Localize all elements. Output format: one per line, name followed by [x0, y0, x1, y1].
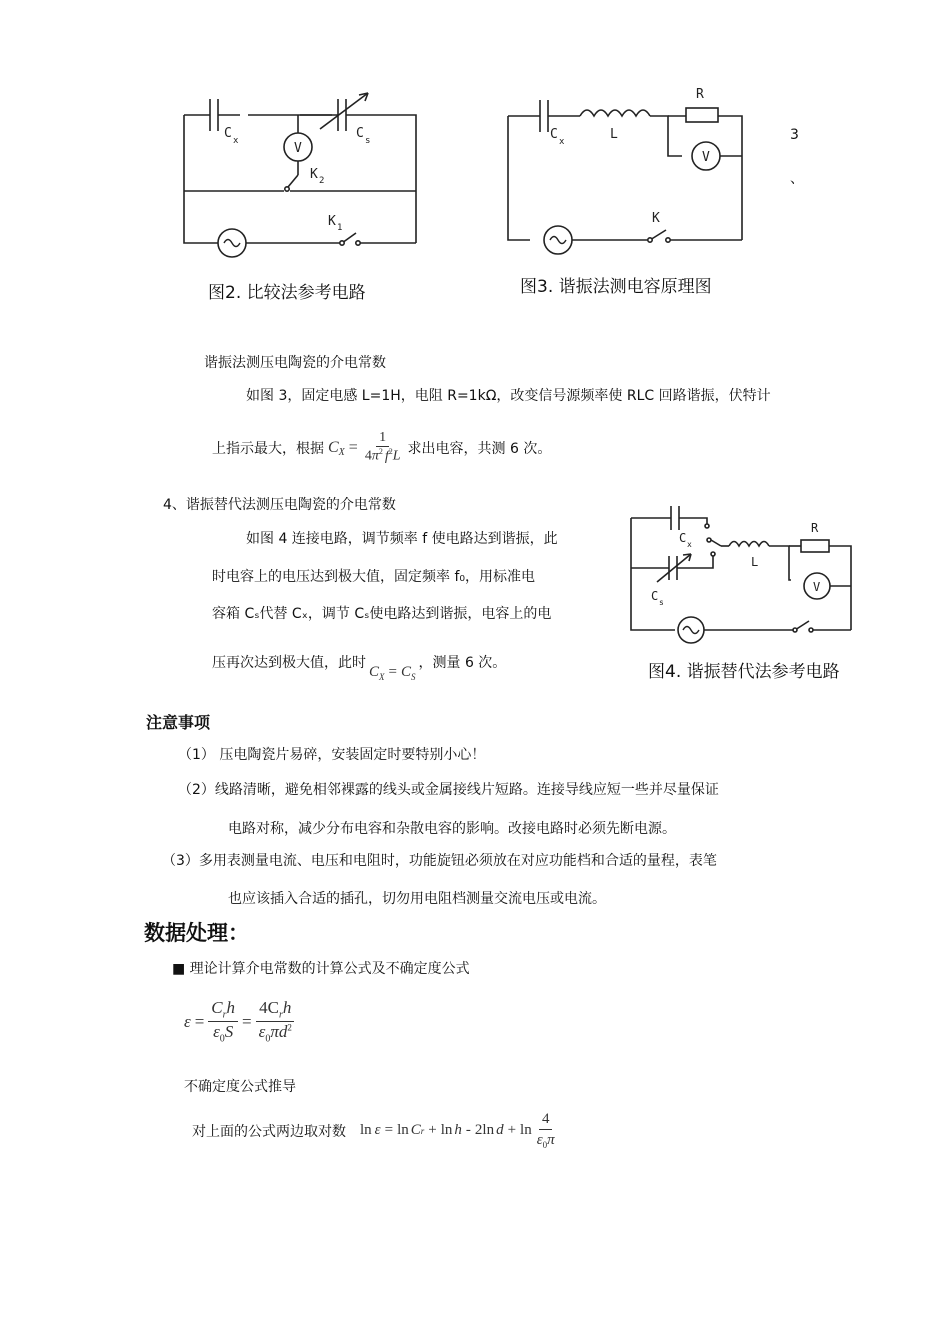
section3-line2: [212, 430, 551, 466]
subst-cs-sub: S: [411, 672, 416, 682]
note-item-3-line2: 也应该插入合适的插孔，切勿用电阻档测量交流电压或电流。: [228, 891, 606, 907]
fig2-k1-sub: 1: [337, 223, 343, 233]
fig3-voltmeter-label: V: [702, 150, 710, 165]
figure-3-circuit: [500, 80, 760, 260]
log-equation: [360, 1111, 558, 1150]
note-item-3-line1: （3）多用表测量电流、电压和电阻时，功能旋钮必须放在对应功能档和合适的量程，表笔: [162, 853, 717, 869]
eq1-frac1: [208, 998, 238, 1045]
section4-line1: 如图 4 连接电路，调节频率 f 使电路达到谐振，此: [246, 531, 558, 547]
formula-eq: =: [348, 438, 358, 456]
section3-line2-pre: 上指示最大，根据: [212, 440, 324, 457]
eq1-d2-pi: π: [270, 1021, 279, 1041]
section4-line3: 容箱 Cₛ代替 Cₓ，调节 Cₛ使电路达到谐振，电容上的电: [212, 606, 552, 622]
fig2-k2-label: K: [310, 167, 318, 182]
section4-line4-pre: 压再次达到极大值，此时: [212, 655, 366, 671]
notes-title: 注意事项: [146, 713, 211, 732]
subst-cx-sub: X: [379, 672, 385, 682]
fig2-cs-label: C: [356, 126, 364, 141]
formula-cx: C: [328, 438, 339, 456]
log-plus1: +: [428, 1122, 437, 1139]
eq1-eps: ε: [184, 1011, 191, 1031]
fig3-l-label: L: [610, 127, 618, 142]
subst-cx: C: [369, 663, 380, 680]
eq1-d2: ε: [258, 1021, 266, 1041]
fig2-voltmeter-label: V: [294, 141, 302, 156]
figure-4-caption: 图4. 谐振替代法参考电路: [648, 662, 840, 682]
log-den-sub: 0: [542, 1139, 548, 1150]
fig4-l-label: L: [751, 555, 759, 569]
eq1-d2-d: d: [278, 1021, 288, 1041]
fig2-k1-label: K: [328, 214, 336, 229]
den-4: 4: [364, 448, 372, 464]
log-ln0: ln: [360, 1122, 372, 1139]
fig3-k-label: K: [652, 211, 660, 226]
permittivity-equation: [184, 998, 295, 1045]
section3-line1: 如图 3，固定电感 L=1H，电阻 R=1kΩ，改变信号源频率使 RLC 回路谐振，伏特计: [246, 388, 771, 404]
fig4-cs-label: C: [651, 589, 659, 603]
side-mark: 、: [790, 171, 804, 187]
figure-2-caption: 图2. 比较法参考电路: [208, 283, 366, 303]
formula-fraction: [362, 430, 404, 466]
section3-line2-post: 求出电容，共测 6 次。: [407, 440, 552, 457]
eq1-n2: 4C: [259, 998, 279, 1017]
fig4-r-label: R: [811, 521, 819, 535]
eq1-d1-sub: 0: [219, 1033, 225, 1045]
log-den-pi: π: [547, 1131, 555, 1148]
fig2-cx-label: C: [224, 126, 232, 141]
eq1-d1-S: S: [224, 1021, 234, 1041]
figure-3-caption: 图3. 谐振法测电容原理图: [520, 277, 712, 297]
eq1-n1-h: h: [226, 998, 236, 1017]
uncertainty-title: 不确定度公式推导: [184, 1079, 296, 1095]
formula-num: 1: [376, 430, 389, 447]
section4-line4-post: ，测量 6 次。: [418, 655, 507, 671]
den-pi: π: [371, 448, 379, 464]
formula-cx-sub: X: [338, 447, 345, 459]
log-minus: -: [465, 1122, 471, 1139]
eq1-d1: ε: [213, 1021, 220, 1041]
log-den-eps: ε: [536, 1131, 543, 1148]
fig4-cx-sub: x: [687, 540, 692, 549]
eq1-frac2: [256, 998, 295, 1045]
log-h: h: [454, 1122, 462, 1139]
log-C-sub: r: [420, 1125, 425, 1136]
log-ln4: ln: [520, 1122, 532, 1139]
eq1-d2-sup: 2: [287, 1022, 292, 1033]
log-fraction: [534, 1111, 558, 1150]
formula-den: $4\pi^2$ $f^2L$: [364, 447, 401, 464]
subst-eq: =: [388, 663, 397, 680]
log-plus2: +: [507, 1122, 517, 1139]
eq1-n1-sub: r: [222, 1009, 227, 1021]
note-item-2-line1: （2）线路清晰，避免相邻裸露的线头或金属接线片短路。连接导线应短一些并尽量保证: [178, 782, 719, 798]
log-d: d: [496, 1122, 504, 1139]
substitution-formula: [369, 664, 416, 681]
side-number: 3: [790, 127, 799, 143]
log-ln1: ln: [397, 1122, 409, 1139]
eq1-n2-sub: r: [278, 1009, 283, 1021]
log-ln2: ln: [440, 1122, 453, 1139]
figure-2-circuit: [170, 85, 440, 265]
note-item-2-line2: 电路对称，减少分布电容和杂散电容的影响。改接电路时必须先断电源。: [228, 821, 676, 837]
fig3-cx-sub: x: [559, 137, 565, 147]
fig2-cs-sub: s: [365, 136, 371, 146]
eq1-n1: C: [211, 998, 223, 1017]
fig2-k2-sub: 2: [319, 176, 325, 186]
section4-line2: 时电容上的电压达到极大值，固定频率 f₀，用标准电: [212, 569, 535, 585]
section4-title: 4、谐振替代法测压电陶瓷的介电常数: [163, 497, 396, 513]
eq1-d2-sub: 0: [265, 1033, 271, 1045]
fig4-voltmeter-label: V: [813, 580, 821, 594]
log-equation-line: [192, 1108, 558, 1154]
note-item-1: （1） 压电陶瓷片易碎，安装固定时要特别小心！: [178, 747, 486, 763]
data-processing-bullet: ■ 理论计算介电常数的计算公式及不确定度公式: [172, 961, 470, 977]
fig3-r-label: R: [696, 87, 704, 102]
log-C: C: [410, 1122, 421, 1139]
eq1-eq: =: [194, 1011, 205, 1031]
resonance-formula: [328, 430, 404, 466]
eq1-n2-h: h: [282, 998, 292, 1017]
figure-4-circuit: [625, 500, 865, 650]
fig2-cx-sub: x: [233, 136, 239, 146]
section4-line4: [212, 652, 507, 682]
section3-title: 谐振法测压电陶瓷的介电常数: [204, 355, 386, 371]
fig3-cx-label: C: [550, 127, 558, 142]
log-num: 4: [539, 1111, 553, 1129]
log-eps: ε: [374, 1122, 381, 1139]
log-2ln: 2ln: [474, 1122, 495, 1139]
eq1-eq2: =: [242, 1011, 252, 1031]
data-processing-title: 数据处理：: [144, 921, 249, 945]
fig4-cx-label: C: [679, 531, 687, 545]
den-L: L: [392, 448, 401, 464]
log-eq: =: [384, 1122, 394, 1139]
fig4-cs-sub: s: [659, 598, 664, 607]
log-pre-text: 对上面的公式两边取对数: [192, 1124, 346, 1140]
den-f: f: [384, 448, 389, 464]
subst-cs: C: [400, 663, 411, 680]
